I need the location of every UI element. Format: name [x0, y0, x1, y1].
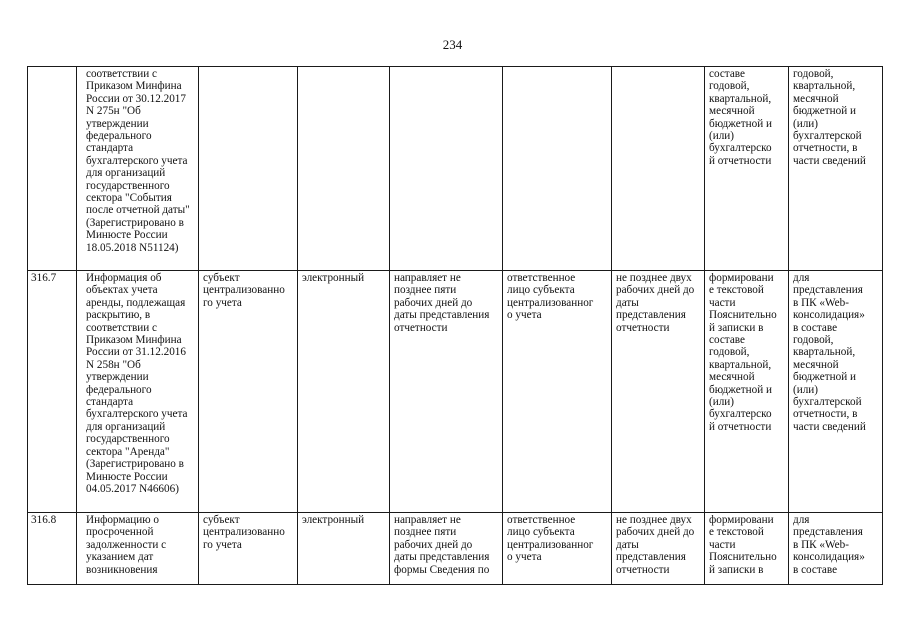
subject-cell	[199, 67, 298, 271]
row-number-cell	[28, 67, 77, 271]
row-number-cell: 316.7	[28, 271, 77, 513]
responsible-cell: ответственное лицо субъекта централизованног о учета	[503, 513, 612, 585]
table-row	[28, 513, 883, 585]
deadline-cell	[612, 67, 705, 271]
table-row	[28, 271, 883, 513]
info-cell: Информацию о просроченной задолженности с указанием дат возникновения	[77, 513, 199, 585]
deadline-cell: не позднее двух рабочих дней до даты представления отчетности	[612, 271, 705, 513]
form-cell: электронный	[298, 513, 390, 585]
subject-cell: субъект централизованно го учета	[199, 513, 298, 585]
row-number-cell: 316.8	[28, 513, 77, 585]
form-cell	[298, 67, 390, 271]
table-row	[28, 67, 883, 271]
info-cell: соответствии с Приказом Минфина России от 30.12.2017 N 275н "Об утверждении федерального стандарта бухгалтерского учета для организаций государственного сектора "События после отчетной даты" (Зарегистрировано в Минюсте России 18.05.2018 N51124)	[77, 67, 199, 271]
form-cell: электронный	[298, 271, 390, 513]
subject-cell: субъект централизованно го учета	[199, 271, 298, 513]
purpose-cell: формировани е текстовой части Пояснительно й записки в	[705, 513, 789, 585]
info-cell: Информация об объектах учета аренды, подлежащая раскрытию, в соответствии с Приказом Минфина России от 31.12.2016 N 258н "Об утверждении федерального стандарта бухгалтерского учета для организаций государственного сектора "Аренда" (Зарегистрировано в Минюсте России 04.05.2017 N46606)	[77, 271, 199, 513]
term-cell: направляет не позднее пяти рабочих дней до даты представления отчетности	[390, 271, 503, 513]
responsible-cell: ответственное лицо субъекта централизованног о учета	[503, 271, 612, 513]
term-cell: направляет не позднее пяти рабочих дней до даты представления формы Сведения по	[390, 513, 503, 585]
deadline-cell: не позднее двух рабочих дней до даты представления отчетности	[612, 513, 705, 585]
usage-cell: годовой, квартальной, месячной бюджетной и (или) бухгалтерской отчетности, в части сведений	[789, 67, 883, 271]
purpose-cell: составе годовой, квартальной, месячной бюджетной и (или) бухгалтерско й отчетности	[705, 67, 789, 271]
usage-cell: для представления в ПК «Web- консолидация» в составе годовой, квартальной, месячной бюджетной и (или) бухгалтерской отчетности, в части сведений	[789, 271, 883, 513]
responsible-cell	[503, 67, 612, 271]
term-cell	[390, 67, 503, 271]
page-number: 234	[442, 37, 463, 52]
document-table	[27, 66, 883, 585]
usage-cell: для представления в ПК «Web- консолидация» в составе	[789, 513, 883, 585]
purpose-cell: формировани е текстовой части Пояснительно й записки в составе годовой, квартальной, месячной бюджетной и (или) бухгалтерско й отчетности	[705, 271, 789, 513]
